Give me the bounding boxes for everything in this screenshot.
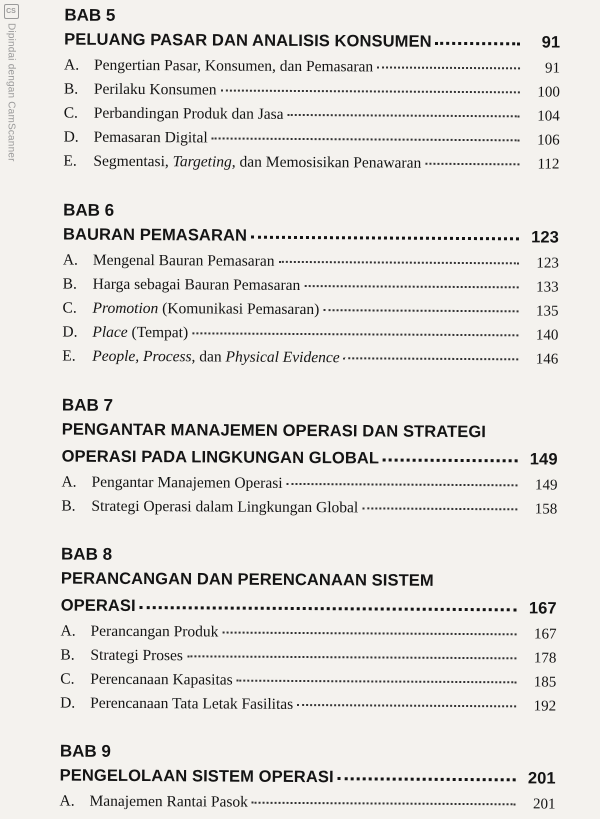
dot-leader [222, 632, 516, 636]
entry-page-number: 104 [537, 108, 560, 125]
chapter-number: BAB 8 [60, 544, 113, 564]
chapter-section-bab-7 [57, 395, 558, 522]
entry-letter: E. [62, 347, 76, 365]
chapter-number: BAB 6 [63, 200, 115, 220]
entry-letter: D. [62, 323, 78, 341]
entry-page-number: 149 [534, 477, 558, 494]
entry-page-number: 185 [533, 674, 557, 691]
entry-page-number: 192 [533, 698, 557, 715]
entry-page-number: 91 [544, 60, 561, 77]
chapter-title-row[interactable] [59, 222, 559, 252]
entry-page-number: 123 [536, 255, 559, 272]
chapter-title-row[interactable] [58, 444, 558, 474]
chapter-number: BAB 5 [64, 5, 116, 25]
dot-leader [344, 357, 519, 360]
toc-entry[interactable] [57, 620, 557, 647]
entry-letter: B. [63, 80, 79, 98]
entry-title: Pengertian Pasar, Konsumen, dan Pemasaran [93, 56, 374, 76]
chapter-title-row[interactable] [60, 27, 560, 57]
dot-leader [140, 606, 517, 611]
chapter-title: OPERASI [60, 596, 136, 616]
entry-title: Strategi Proses [90, 646, 184, 665]
entry-page-number: 112 [537, 156, 560, 173]
entry-title: Strategi Operasi dalam Lingkungan Global [91, 497, 359, 517]
entry-letter: B. [61, 497, 76, 515]
toc-entry[interactable] [57, 495, 557, 522]
entry-page-number: 100 [537, 84, 560, 101]
dot-leader [278, 261, 518, 264]
chapter-section-bab-8 [56, 544, 557, 719]
toc-entry[interactable] [58, 345, 558, 372]
entry-title: Promotion (Komunikasi Pemasaran) [92, 299, 320, 319]
toc-entry[interactable] [55, 790, 555, 817]
dot-leader [304, 285, 518, 288]
chapter-title-row[interactable] [56, 763, 556, 793]
chapter-page-number: 91 [541, 33, 561, 52]
entry-page-number: 133 [536, 279, 559, 296]
toc-entry[interactable] [58, 297, 558, 324]
dot-leader [436, 42, 521, 46]
entry-letter: C. [63, 104, 79, 122]
entry-title: Perencanaan Tata Letak Fasilitas [90, 694, 294, 713]
dot-leader [338, 777, 516, 781]
entry-page-number: 106 [537, 132, 560, 149]
dot-leader [288, 114, 520, 117]
dot-leader [192, 332, 518, 336]
entry-title: People, Process, dan Physical Evidence [92, 347, 340, 367]
chapter-number: BAB 7 [61, 395, 114, 415]
watermark-text: Dipindai dengan CamScanner [5, 23, 17, 162]
toc-entry[interactable] [60, 78, 560, 105]
chapter-title: PELUANG PASAR DAN ANALISIS KONSUMEN [64, 30, 432, 51]
dot-leader [362, 507, 517, 510]
entry-title: Manajemen Rantai Pasok [89, 792, 249, 811]
entry-letter: A. [60, 622, 76, 640]
toc-entry[interactable] [59, 273, 559, 300]
chapter-section-bab-6 [58, 200, 559, 372]
toc-entry[interactable] [59, 150, 559, 177]
toc-entry[interactable] [56, 668, 556, 695]
entry-letter: B. [60, 646, 75, 664]
entry-title: Pemasaran Digital [93, 128, 208, 147]
dot-leader [287, 483, 518, 486]
entry-page-number: 178 [533, 650, 557, 667]
entry-title: Segmentasi, Targeting, dan Memosisikan Penawaran [93, 152, 422, 172]
chapter-title-row[interactable] [57, 593, 557, 623]
chapter-page-number: 167 [528, 599, 557, 618]
chapter-number: BAB 9 [59, 741, 111, 761]
toc-entry[interactable] [56, 644, 556, 671]
entry-title: Place (Tempat) [92, 323, 189, 342]
toc-entry[interactable] [60, 54, 560, 81]
entry-page-number: 146 [535, 351, 559, 368]
dot-leader [212, 137, 520, 141]
entry-page-number: 201 [532, 796, 556, 813]
entry-title: Mengenal Bauran Pemasaran [92, 251, 275, 270]
entry-title: Perbandingan Produk dan Jasa [93, 104, 284, 123]
chapter-title-line-1[interactable]: PENGANTAR MANAJEMEN OPERASI DAN STRATEGI [61, 420, 487, 442]
dot-leader [297, 704, 516, 707]
dot-leader [251, 236, 519, 241]
dot-leader [323, 309, 518, 312]
toc-entry[interactable] [57, 471, 557, 498]
chapter-title: PENGELOLAAN SISTEM OPERASI [59, 766, 334, 787]
dot-leader [221, 90, 520, 94]
chapter-page-number: 123 [531, 228, 560, 247]
entry-page-number: 167 [534, 626, 557, 643]
dot-leader [383, 459, 518, 463]
entry-letter: D. [63, 128, 79, 146]
toc-entry[interactable] [59, 249, 559, 276]
entry-letter: C. [60, 670, 75, 688]
entry-title: Pengantar Manajemen Operasi [91, 473, 283, 492]
entry-title: Perilaku Konsumen [93, 80, 217, 99]
entry-letter: A. [61, 473, 77, 491]
chapter-title: BAURAN PEMASARAN [62, 225, 248, 245]
chapter-page-number: 149 [529, 450, 558, 469]
chapter-page-number: 201 [527, 769, 556, 788]
chapter-section-bab-5 [59, 5, 560, 177]
dot-leader [187, 655, 516, 659]
dot-leader [425, 163, 519, 166]
toc-entry[interactable] [60, 126, 560, 153]
entry-title: Perancangan Produk [90, 622, 219, 641]
entry-letter: B. [62, 275, 77, 293]
entry-page-number: 158 [534, 501, 558, 518]
toc-entry[interactable] [58, 321, 558, 348]
chapter-title: OPERASI PADA LINGKUNGAN GLOBAL [61, 447, 380, 468]
dot-leader [252, 802, 516, 806]
entry-letter: E. [63, 152, 77, 170]
chapter-title-line-1[interactable]: PERANCANGAN DAN PERENCANAAN SISTEM [60, 569, 434, 590]
entry-letter: A. [63, 56, 80, 74]
entry-letter: C. [62, 299, 77, 317]
toc-entry[interactable] [60, 102, 560, 129]
entry-letter: D. [60, 694, 76, 712]
toc-entry[interactable] [56, 692, 556, 719]
entry-page-number: 135 [535, 303, 559, 320]
entry-title: Harga sebagai Bauran Pemasaran [92, 275, 301, 294]
entry-letter: A. [59, 792, 75, 810]
dot-leader [377, 66, 520, 69]
entry-letter: A. [62, 251, 78, 269]
entry-page-number: 140 [535, 327, 559, 344]
chapter-section-bab-9 [55, 741, 555, 817]
entry-title: Perencanaan Kapasitas [90, 670, 233, 689]
dot-leader [237, 680, 517, 684]
camscanner-logo-icon: CS [4, 4, 19, 19]
